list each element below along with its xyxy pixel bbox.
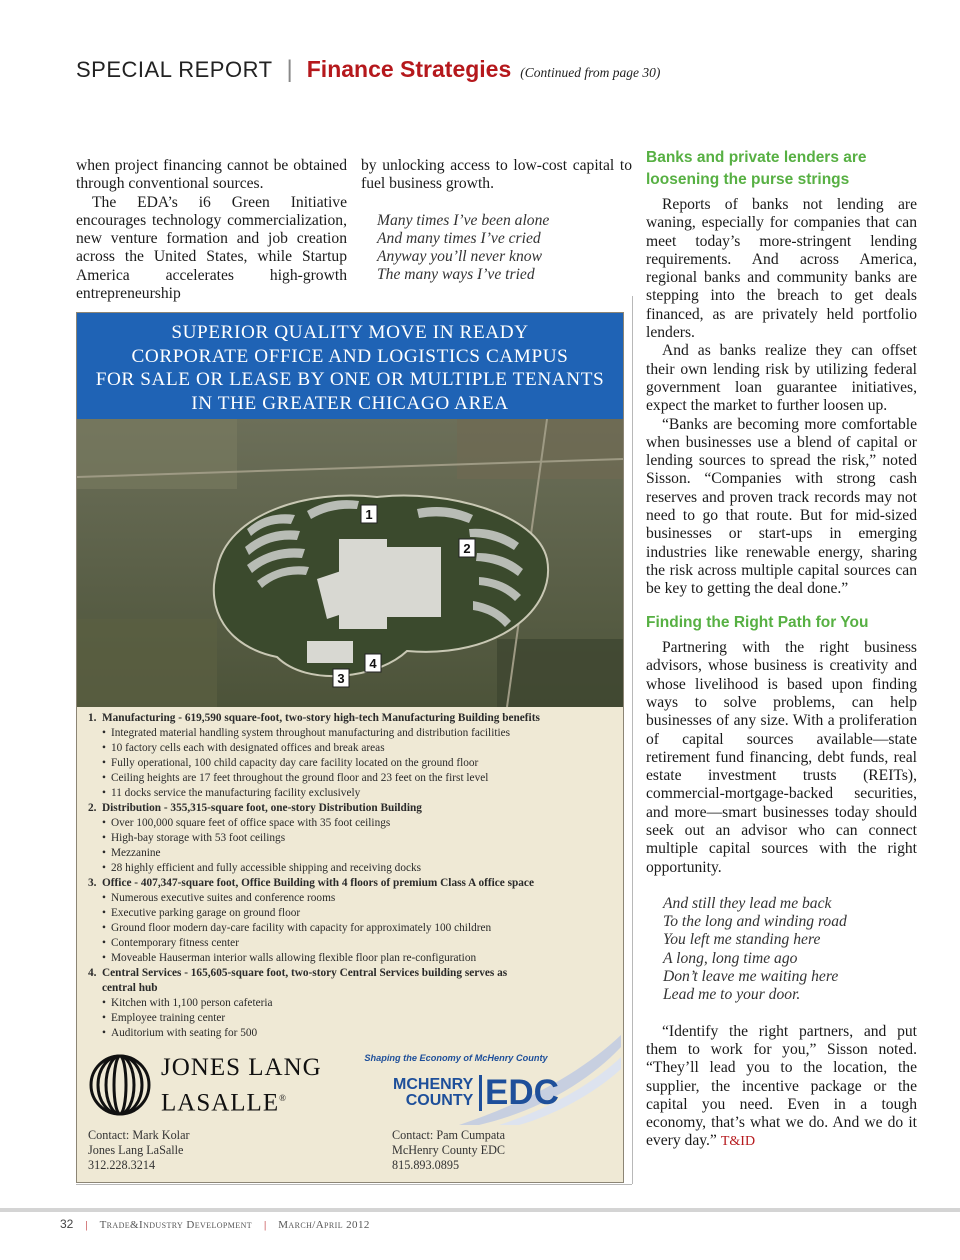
column-2 bbox=[361, 157, 632, 285]
contact-jll bbox=[88, 1128, 190, 1174]
category-title-continued: central hub bbox=[102, 982, 158, 994]
continued-note: (Continued from page 30) bbox=[520, 65, 661, 80]
header-separator: | bbox=[286, 56, 293, 83]
column-3 bbox=[646, 147, 917, 1152]
column-1 bbox=[76, 157, 347, 303]
footer-rule bbox=[0, 1208, 960, 1212]
paragraph-text: “Identify the right partners, and put them to work for you,” Sisson noted. “They’ll lead you to the location, the supplier, the incentive package or the capital you need. Even in a tough economy, that’s what we do. And we do it every day.” bbox=[646, 1022, 917, 1150]
category-title: Distribution - 355,315-square foot, one-story Distribution Building bbox=[102, 802, 422, 814]
paragraph: And as banks realize they can offset their own lending risk by utilizing federal government loan guarantee initiatives, expect the market to further loosen up. bbox=[646, 342, 917, 415]
feature-bullet: • Over 100,000 square feet of office space with 35 foot ceilings bbox=[88, 816, 618, 831]
feature-bullet: • 28 highly efficient and fully accessible shipping and receiving docks bbox=[88, 861, 618, 876]
footer-separator: | bbox=[264, 1219, 267, 1231]
building-feature-list bbox=[88, 711, 618, 1041]
category-number: 2. bbox=[88, 802, 97, 814]
subhead: Banks and private lenders are loosening the purse strings bbox=[646, 149, 867, 188]
contact-line: Contact: Pam Cumpata bbox=[392, 1128, 506, 1142]
paragraph: “Banks are becoming more comfortable when businesses use a blend of capital or lending sources to spread the risk,” noted Sisson. “Companies with strong cash reserves and proven track records may not need to go that route. But for mid-sized businesses or start-ups in emerging industries like renewable energy, sharing the risk across multiple capital sources can be key to getting the deal done.” bbox=[646, 415, 917, 598]
verse-line: Many times I’ve been alone bbox=[377, 211, 550, 229]
banner-line: SUPERIOR QUALITY MOVE IN READY bbox=[171, 322, 529, 343]
paragraph: Reports of banks not lending are waning, especially for companies that can meet today’s more-stringent lending requirements. And across America, regional banks and community banks are stepping into the breach to get deals financed, as are privately held portfolio lenders. bbox=[646, 196, 917, 342]
banner-line: IN THE GREATER CHICAGO AREA bbox=[191, 392, 509, 414]
feature-bullet: • 11 docks service the manufacturing facility exclusively bbox=[88, 786, 618, 801]
feature-bullet: • 10 factory cells each with designated offices and break areas bbox=[88, 741, 618, 756]
category-title: Central Services - 165,605-square foot, two-story Central Services building serves as bbox=[102, 967, 508, 979]
contact-edc bbox=[392, 1128, 505, 1174]
contact-line: Contact: Mark Kolar bbox=[88, 1128, 190, 1142]
ad-divider-vertical bbox=[632, 296, 633, 1184]
ad-banner bbox=[77, 313, 623, 419]
verse-line: Don’t leave me waiting here bbox=[663, 968, 839, 986]
contact-line: 312.228.3214 bbox=[88, 1158, 156, 1173]
photo-marker-1: 1 bbox=[365, 507, 373, 522]
page-header bbox=[76, 56, 896, 88]
category-number: 1. bbox=[88, 712, 97, 724]
feature-bullet: • Moveable Hauserman interior walls allowing flexible floor plan re-configuration bbox=[88, 951, 618, 966]
verse-block bbox=[646, 895, 917, 1005]
registered-mark: ® bbox=[279, 1092, 287, 1103]
edc-tagline: Shaping the Economy of McHenry County bbox=[364, 1053, 548, 1063]
end-mark: T&ID bbox=[720, 1134, 756, 1150]
jll-line-2: LASALLE bbox=[161, 1089, 280, 1117]
category-heading bbox=[88, 876, 618, 891]
verse-line: And many times I’ve cried bbox=[377, 229, 541, 247]
banner-line: CORPORATE OFFICE AND LOGISTICS CAMPUS bbox=[131, 345, 569, 367]
feature-bullet: • Auditorium with seating for 500 bbox=[88, 1026, 618, 1041]
feature-bullet: • Ceiling heights are 17 feet throughout the ground floor and 23 feet on the first level bbox=[88, 771, 618, 786]
edc-name-line-2: COUNTY bbox=[405, 1092, 474, 1109]
edc-divider bbox=[479, 1075, 482, 1111]
page-number: 32 bbox=[60, 1217, 74, 1231]
banner-line: FOR SALE OR LEASE BY ONE OR MULTIPLE TENANTS bbox=[95, 369, 605, 390]
page-footer bbox=[60, 1217, 370, 1231]
subhead: Finding the Right Path for You bbox=[646, 613, 869, 631]
photo-marker-2: 2 bbox=[463, 541, 471, 556]
category-heading bbox=[88, 711, 618, 726]
paragraph: The EDA’s i6 Green Initiative encourages technology commercialization, new venture formation and job creation across the United States, while Startup America accelerates high-growth entrepreneurship bbox=[76, 193, 347, 303]
verse-block bbox=[361, 212, 632, 285]
feature-bullet: • High-bay storage with 53 foot ceilings bbox=[88, 831, 618, 846]
jll-emblem-icon bbox=[89, 1054, 151, 1116]
edc-wordmark: EDC bbox=[485, 1073, 559, 1112]
contact-line: 815.893.0895 bbox=[392, 1158, 460, 1173]
contact-line: McHenry County EDC bbox=[392, 1143, 506, 1158]
feature-bullet: • Integrated material handling system throughout manufacturing and distribution facilities bbox=[88, 726, 618, 741]
paragraph bbox=[646, 1023, 917, 1152]
feature-bullet: • Fully operational, 100 child capacity day care facility located on the ground floor bbox=[88, 756, 618, 771]
mchenry-county-edc-logo bbox=[359, 1035, 621, 1125]
category-title: Office - 407,347-square foot, Office Building with 4 floors of premium Class A office space bbox=[102, 877, 534, 889]
verse-line: Anyway you’ll never know bbox=[377, 248, 542, 266]
photo-marker-4: 4 bbox=[369, 656, 377, 671]
section-title: Finance Strategies bbox=[306, 56, 512, 82]
photo-marker-3: 3 bbox=[337, 671, 345, 686]
contact-line: Jones Lang LaSalle bbox=[88, 1143, 184, 1158]
feature-bullet: • Numerous executive suites and conference rooms bbox=[88, 891, 618, 906]
jll-line-1: JONES LANG bbox=[161, 1053, 322, 1081]
category-heading bbox=[88, 966, 618, 981]
ad-divider-horizontal bbox=[76, 1184, 632, 1185]
footer-separator: | bbox=[85, 1219, 88, 1231]
verse-line: And still they lead me back bbox=[663, 894, 832, 912]
feature-bullet: • Executive parking garage on ground floor bbox=[88, 906, 618, 921]
verse-line: You left me standing here bbox=[663, 931, 821, 949]
feature-bullet: • Employee training center bbox=[88, 1011, 618, 1026]
section-label: SPECIAL REPORT bbox=[76, 57, 273, 82]
advertisement bbox=[76, 312, 624, 1183]
verse-line: The many ways I’ve tried bbox=[377, 266, 535, 284]
paragraph: Partnering with the right business advisors, whose business is creativity and whose livelihood is based upon finding ways to solve problems, can help businesses of any size. With a proliferation of capital sources available—state retirement fund financing, debt funds, real estate investment trusts (REITs), commercial-mortgage-backed securities, and more—smart businesses today should seek out an advisor who can connect multiple capital sources with the right opportunity. bbox=[646, 639, 917, 876]
paragraph: when project financing cannot be obtained through conventional sources. bbox=[76, 157, 347, 193]
paragraph: by unlocking access to low-cost capital to fuel business growth. bbox=[361, 157, 632, 193]
category-title: Manufacturing - 619,590 square-foot, two-story high-tech Manufacturing Building benefits bbox=[102, 712, 540, 724]
verse-line: To the long and winding road bbox=[663, 913, 847, 931]
category-number: 3. bbox=[88, 877, 97, 889]
verse-line: A long, long time ago bbox=[663, 949, 798, 967]
jll-wordmark bbox=[161, 1052, 322, 1118]
edc-county-name bbox=[393, 1077, 473, 1109]
category-number: 4. bbox=[88, 967, 97, 979]
feature-bullet: • Mezzanine bbox=[88, 846, 618, 861]
verse-line: Lead me to your door. bbox=[663, 986, 801, 1004]
jones-lang-lasalle-logo bbox=[89, 1051, 349, 1119]
aerial-campus-photo bbox=[77, 419, 623, 707]
feature-bullet: • Ground floor modern day-care facility with capacity for approximately 100 children bbox=[88, 921, 618, 936]
issue-date: March/April 2012 bbox=[278, 1219, 370, 1231]
feature-bullet: • Contemporary fitness center bbox=[88, 936, 618, 951]
publication-name: Trade&Industry Development bbox=[99, 1219, 253, 1231]
edc-name-line-1: MCHENRY bbox=[393, 1076, 474, 1093]
category-heading bbox=[88, 801, 618, 816]
feature-bullet: • Kitchen with 1,100 person cafeteria bbox=[88, 996, 618, 1011]
